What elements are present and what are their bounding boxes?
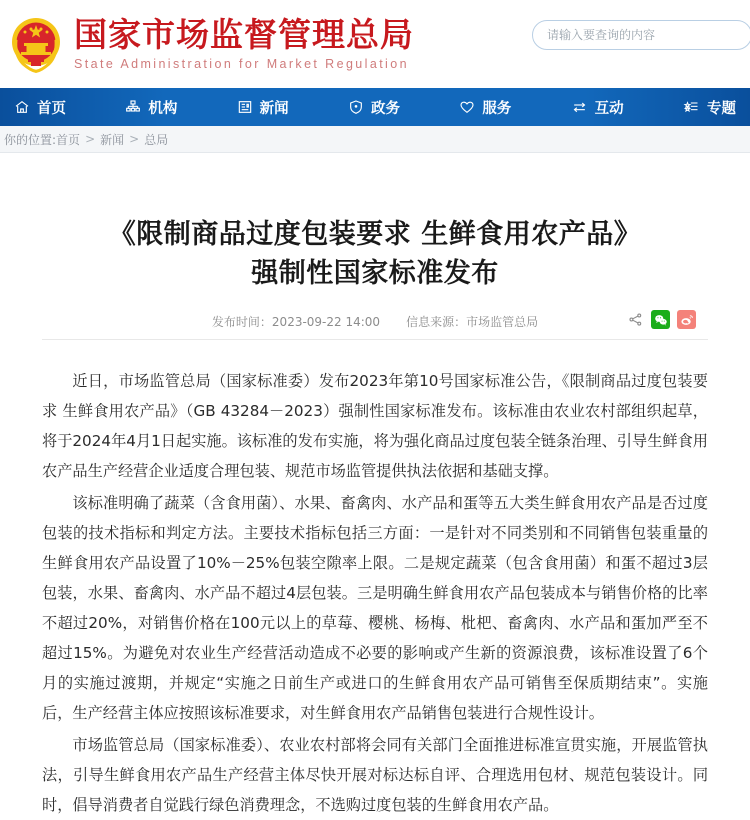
nav-label: 新闻 [259,100,289,117]
nav-item-service[interactable] [459,97,511,118]
nav-label: 互动 [594,100,624,117]
page-title-line1: 《限制商品过度包装要求 生鲜食用农产品》 [108,219,642,250]
nav-label: 政务 [370,100,400,117]
newspaper-icon [237,99,253,115]
brand-title-en: State Administration for Market Regulation [74,56,409,71]
site-header [0,0,750,88]
nav-item-organization[interactable] [125,97,177,118]
wechat-icon[interactable] [651,310,670,329]
nav-item-affairs[interactable] [348,97,400,118]
share-group [627,310,696,329]
article-container [0,153,750,820]
nav-label: 服务 [482,100,512,117]
main-navigation [0,88,750,126]
national-emblem-icon [8,15,64,75]
breadcrumb-item-bureau[interactable]: 总局 [144,132,169,147]
publish-time: 发布时间：2023-09-22 14:00 [211,315,381,330]
search-input[interactable] [532,20,750,50]
article-paragraph: 近日，市场监管总局（国家标准委）发布2023年第10号国家标准公告，《限制商品过度包装要求 生鲜食用农产品》（GB 43284－2023）强制性国家标准发布。该标准由农业农村部组织起草，将于2024年4月1日起实施。该标准的发布实施，将为强化商品过度包装全链条治理、引导生鲜食用农产品生产经营企业适度合理包装、规范市场监管提供执法依据和基础支撑。 [42,372,708,481]
search-box[interactable] [532,20,750,50]
article-paragraph: 该标准明确了蔬菜（含食用菌）、水果、畜禽肉、水产品和蛋等五大类生鲜食用农产品是否过度包装的技术指标和判定方法。主要技术指标包括三方面：一是针对不同类别和不同销售包装重量的生鲜食用农产品设置了10%－25%包装空隙率上限。二是规定蔬菜（包含食用菌）和蛋不超过3层包装，水果、畜禽肉、水产品不超过4层包装。三是明确生鲜食用农产品包装成本与销售价格的比率不超过20%，对销售价格在100元以上的草莓、樱桃、杨梅、枇杷、畜禽肉、水产品和蛋加严至不超过15%。为避免对农业生产经营活动造成不必要的影响或产生新的资源浪费，该标准设置了6个月的实施过渡期，并规定“实施之日前生产或进口的生鲜食用农产品可销售至保质期结束”。实施后，生产经营主体应按照该标准要求，对生鲜食用农产品销售包装进行合规性设计。 [42,494,708,723]
heart-icon [459,99,475,115]
breadcrumb-separator: > [129,132,140,146]
exchange-arrows-icon [571,99,588,115]
home-icon [14,99,30,115]
page-title [42,153,708,293]
shield-icon [348,99,364,115]
article-meta [42,313,708,340]
list-star-icon [683,99,700,115]
breadcrumb-item-home[interactable]: 首页 [56,132,81,147]
page-title-line2: 强制性国家标准发布 [251,258,499,290]
article-source: 信息来源：市场监管总局 [406,315,539,330]
weibo-icon[interactable] [677,310,696,329]
brand-block [74,17,414,71]
breadcrumb-separator: > [85,132,96,146]
breadcrumb-prefix: 你的位置: [4,132,57,147]
nav-item-home[interactable] [14,97,66,118]
share-nodes-icon[interactable] [627,311,644,328]
nav-label: 专题 [706,100,736,117]
brand-title-cn: 国家市场监督管理总局 [74,15,414,55]
breadcrumb-item-news[interactable]: 新闻 [100,132,125,147]
article-paragraph: 市场监管总局（国家标准委）、农业农村部将会同有关部门全面推进标准宣贯实施，开展监管执法，引导生鲜食用农产品生产经营主体尽快开展对标达标自评、合理选用包材、规范包装设计。同时，倡导消费者自觉践行绿色消费理念，不选购过度包装的生鲜食用农产品。 [42,736,708,815]
nav-item-news[interactable] [237,97,289,118]
org-chart-icon [125,99,141,115]
nav-item-topics[interactable] [683,97,736,118]
nav-label: 机构 [148,100,178,117]
article-body [42,366,708,820]
nav-item-interaction[interactable] [571,97,624,118]
nav-label: 首页 [37,100,66,117]
breadcrumb [0,126,750,153]
